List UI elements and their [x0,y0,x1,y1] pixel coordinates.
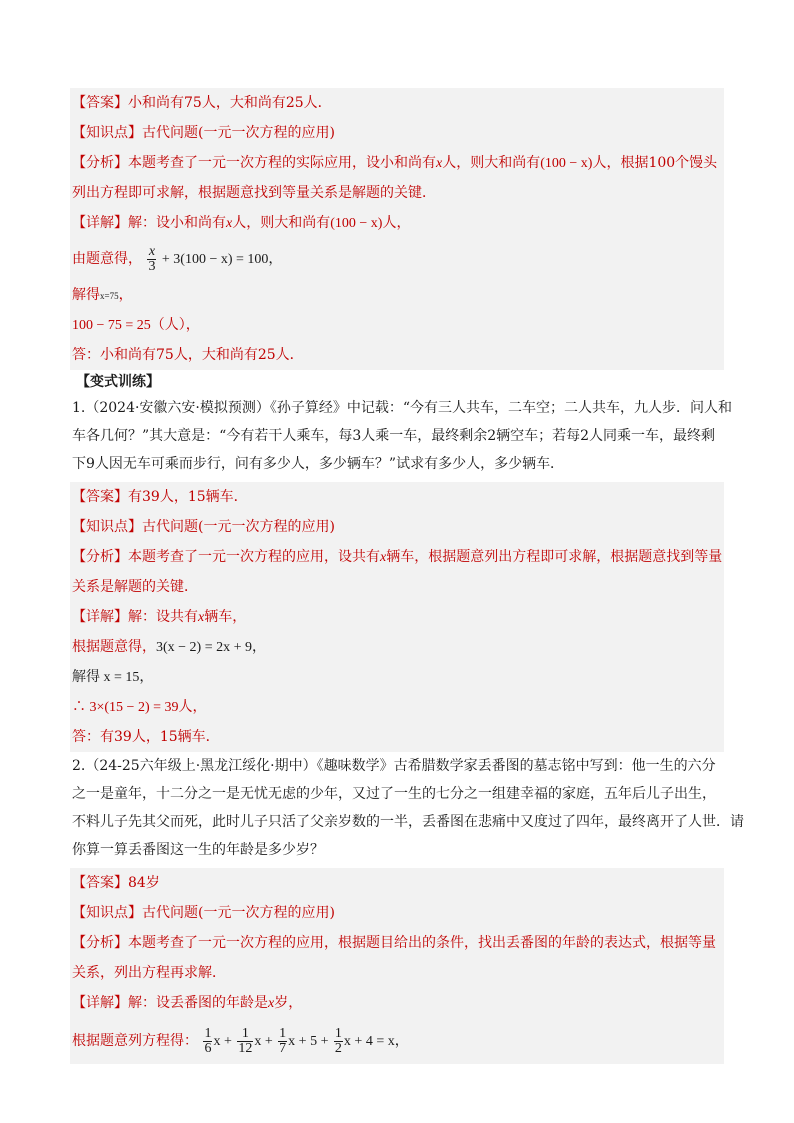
answer-text: 有39人，15辆车． [128,489,248,505]
analysis-text: 辆车，根据题意列出方程即可求解，根据题意找到等量 [386,549,723,565]
analysis-line-1 [70,928,724,958]
equation-line [70,632,724,662]
fraction-1-12 [237,1027,253,1056]
analysis-line-2 [70,572,724,602]
fraction-denominator: 12 [238,1040,253,1056]
solve-line: 解得x=75， [72,287,133,303]
knowledge-point-tag: 【知识点】 [72,519,142,535]
page [70,88,744,1064]
fraction-numerator: 1 [279,1025,287,1041]
detail-variable: x [226,216,233,231]
answer-tag: 【答案】 [72,489,128,505]
fraction-numerator: 1 [204,1025,212,1041]
analysis-text: 本题考查了一元一次方程的实际应用，设小和尚有 [128,155,436,171]
fraction-denominator: 3 [148,258,156,274]
fraction-denominator: 7 [279,1040,287,1056]
knowledge-point-tag: 【知识点】 [72,125,142,141]
detail-text: 岁， [274,995,303,1011]
equation-term: x + [213,1034,232,1049]
knowledge-point-tag: 【知识点】 [72,905,142,921]
equation-term: x + 4 = x， [343,1034,409,1049]
fraction-numerator: 1 [237,1027,253,1042]
calc-text: 100 − 75 = 25（人）， [72,318,200,333]
equation-line [70,1018,724,1064]
answer-line [70,88,724,118]
solve-line [70,662,724,692]
fraction-x-over-3 [147,245,156,274]
analysis-tag: 【分析】 [72,549,128,565]
knowledge-point-line [70,512,724,542]
detail-line [70,208,724,238]
analysis-text: 关系，列出方程再求解． [72,965,226,981]
fraction-denominator: 6 [204,1040,212,1056]
calc-line [70,310,724,340]
analysis-expression: (100 − x) [540,156,593,171]
analysis-variable: x [436,156,443,171]
question-1-line-3: 下9人因无车可乘而步行，问有多少人，多少辆车？”试求有多少人，多少辆车． [72,456,565,472]
question-2-line-4: 你算一算丢番图这一生的年龄是多少岁？ [72,842,324,858]
fraction-numerator: 1 [334,1025,342,1041]
fraction-numerator: x [148,243,156,259]
question-2-line-2: 之一是童年，十二分之一是无忧无虑的少年，又过了一生的七分之一组建幸福的家庭，五年后儿子出生， [72,786,716,802]
detail-line [70,988,724,1018]
detail-tag: 【详解】 [72,609,128,625]
solution-block-1 [70,88,724,370]
analysis-line-2 [70,958,724,988]
equation-lead: 根据题意得， [72,639,156,655]
answer-line [70,482,724,512]
analysis-tag: 【分析】 [72,935,128,951]
analysis-line-1 [70,148,724,178]
solution-block-3 [70,868,724,1064]
equation-lead: 由题意得， [72,251,142,267]
detail-text: 解：设共有 [128,609,198,625]
analysis-line-2 [70,178,724,208]
analysis-text: 人，根据100个馒头 [592,155,718,171]
knowledge-point-text: 古代问题(一元一次方程的应用) [142,125,335,141]
answer-text: 84岁 [128,875,160,891]
section-heading: 【变式训练】 [76,374,160,390]
question-1 [70,394,733,478]
final-answer-line [70,340,724,370]
final-answer-text: 答：小和尚有75人，大和尚有25人． [72,347,304,363]
detail-tag: 【详解】 [72,995,128,1011]
solve-text: 解得 x = 15， [72,670,154,685]
equation-lead: 根据题意列方程得： [72,1033,198,1049]
calc-text: ∴ 3×(15 − 2) = 39人， [72,700,207,715]
answer-tag: 【答案】 [72,95,128,111]
knowledge-point-text: 古代问题(一元一次方程的应用) [142,905,335,921]
question-1-line-2: 车各几何？”其大意是：“今有若干人乘车，每3人乘一车，最终剩余2辆空车；若每2人同乘一车，最终剩 [72,428,716,444]
equation-text: 3(x − 2) = 2x + 9， [156,640,267,655]
question-1-line-1: 1.（2024·安徽六安·模拟预测）《孙子算经》中记载：“今有三人共车，二车空；二人共车，九人步．问人和 [72,400,733,416]
answer-tag: 【答案】 [72,875,128,891]
analysis-text: 关系是解题的关键． [72,579,198,595]
answer-line [70,868,724,898]
calc-line [70,692,724,722]
question-2-line-3: 不料儿子先其父而死，此时儿子只活了父亲岁数的一半，丢番图在悲痛中又度过了四年，最终离开了人世．请 [72,814,744,830]
detail-variable: x [268,996,275,1011]
detail-text: 辆车， [204,609,247,625]
equation-rest: + 3(100 − x) = 100， [161,252,283,267]
analysis-text: 列出方程即可求解，根据题意找到等量关系是解题的关键． [72,185,436,201]
answer-text: 小和尚有75人，大和尚有25人． [128,95,332,111]
equation-term: x + [254,1034,273,1049]
equation-line [70,238,724,280]
detail-text: 解：设小和尚有 [128,215,226,231]
detail-tag: 【详解】 [72,215,128,231]
detail-text: 人，则大和尚有 [232,215,331,231]
knowledge-point-line [70,118,724,148]
question-2-line-1: 2.（24-25六年级上·黑龙江绥化·期中）《趣味数学》古希腊数学家丢番图的墓志铭中写到：他一生的六分 [72,758,716,774]
detail-expression: (100 − x) [330,216,383,231]
fraction-1-6 [203,1027,212,1056]
fraction-1-7 [278,1027,287,1056]
analysis-text: 本题考查了一元一次方程的应用，根据题目给出的条件，找出丢番图的年龄的表达式，根据等量 [128,935,716,951]
detail-text: 人， [382,215,411,231]
solution-block-2 [70,482,724,752]
analysis-line-1 [70,542,724,572]
detail-text: 解：设丢番图的年龄是 [128,995,268,1011]
question-2 [70,752,744,864]
final-answer-line [70,722,724,752]
solve-value: x=75 [100,291,119,301]
analysis-text: 本题考查了一元一次方程的应用，设共有 [128,549,380,565]
equation-term: x + 5 + [288,1034,329,1049]
knowledge-point-line [70,898,724,928]
detail-line [70,602,724,632]
final-answer-text: 答：有39人，15辆车． [72,729,220,745]
knowledge-point-text: 古代问题(一元一次方程的应用) [142,519,335,535]
analysis-text: 人，则大和尚有 [442,155,541,171]
fraction-1-2 [334,1027,343,1056]
fraction-denominator: 2 [334,1040,342,1056]
analysis-variable: x [380,550,387,565]
solve-lead: 解得 [72,287,100,303]
analysis-tag: 【分析】 [72,155,128,171]
detail-variable: x [198,610,205,625]
